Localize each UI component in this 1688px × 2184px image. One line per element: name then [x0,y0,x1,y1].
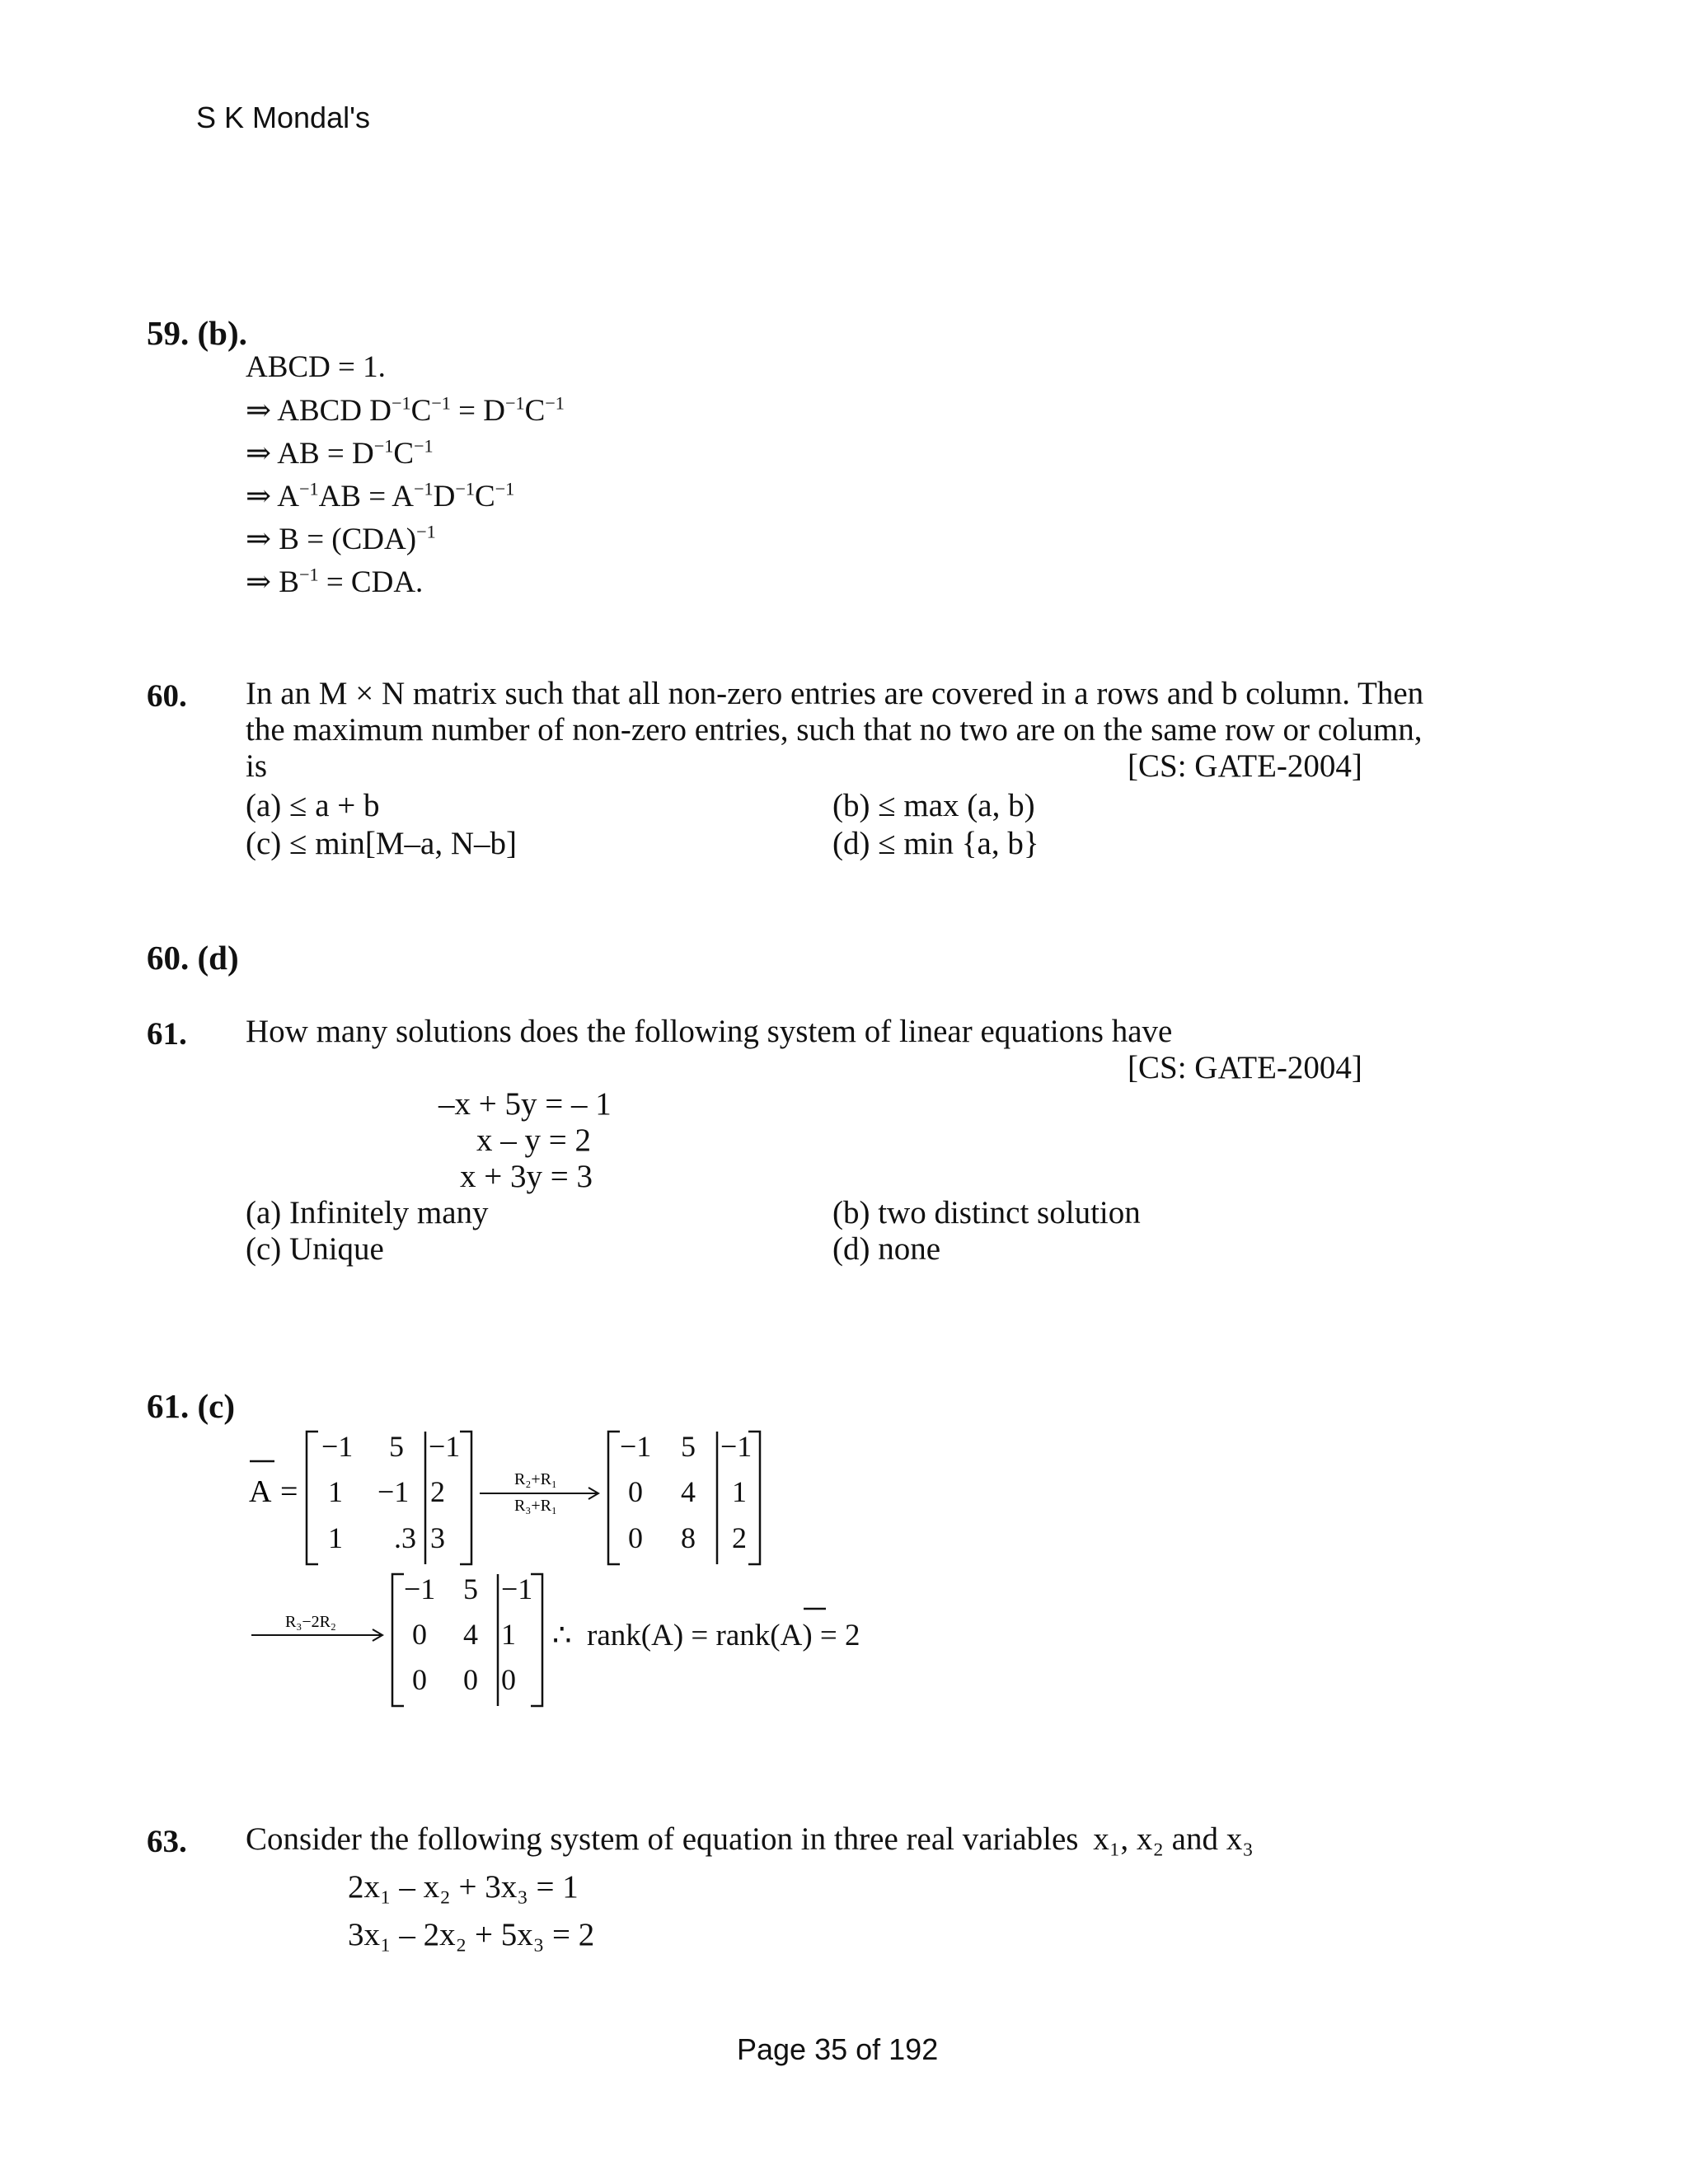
q60-line-2: the maximum number of non-zero entries, such that no two are on the same row or column, [246,712,1423,748]
m3-cell: 0 [501,1663,516,1696]
inverse-exponent: −1 [392,392,411,414]
inverse-exponent: −1 [373,435,394,457]
matrix-after-step-1-entries [620,1430,752,1554]
augmented-matrix-symbol: A [249,1474,272,1509]
running-header: S K Mondal's [196,101,370,134]
step-text: B = (CDA) [279,523,417,556]
q61-option-b: (b) two distinct solution [832,1195,1141,1230]
step-text: AB = D [277,437,374,471]
implies-symbol: ⇒ [246,480,278,513]
q61-source: [CS: GATE-2004] [1128,1050,1362,1085]
matrix-echelon-entries [404,1572,532,1696]
step-text: AB = A [318,480,415,513]
m1-cell: −1 [377,1475,410,1508]
implies-symbol: ⇒ [246,394,278,428]
rank-conclusion: ∴ rank(A) = rank(A) = 2 [552,1619,860,1652]
q60-line-1: In an M × N matrix such that all non-zero entries are covered in a rows and b column. Then [246,676,1424,711]
m1-cell: 1 [328,1521,343,1554]
m3-cell: 4 [463,1618,478,1651]
m2-cell: 4 [681,1475,696,1508]
step-text: A [277,480,299,513]
q61-option-d: (d) none [832,1231,941,1267]
m1-cell: −1 [321,1430,354,1463]
m2-cell: 1 [732,1475,747,1508]
implies-symbol: ⇒ [246,565,279,599]
m3-cell: −1 [404,1572,436,1605]
step-text: C [393,437,415,471]
inverse-exponent: −1 [414,478,434,499]
q61-option-a: (a) Infinitely many [246,1195,489,1230]
q61-equation-1: –x + 5y = – 1 [438,1086,612,1122]
step-text: C [524,394,546,428]
step-text: = D [450,394,505,428]
implies-symbol: ⇒ [246,437,278,471]
step-text: ABCD D [277,394,392,428]
implies-symbol: ⇒ [246,523,279,556]
inverse-exponent: −1 [505,392,525,414]
matrix-augmented-entries [321,1430,460,1554]
inverse-exponent: −1 [414,435,434,457]
inverse-exponent: −1 [298,564,319,585]
page-number: Page 35 of 192 [737,2032,939,2066]
m3-cell: 0 [412,1663,427,1696]
equals-sign: = [280,1474,298,1509]
q60-source: [CS: GATE-2004] [1128,748,1362,784]
q60-line-3: is [246,748,268,784]
q60-option-c: (c) ≤ min[M–a, N–b] [246,826,517,861]
q63-question [246,1821,1254,1858]
inverse-exponent: −1 [416,521,436,542]
step-text: = CDA. [318,565,424,599]
q61-equation-3: x + 3y = 3 [460,1159,593,1194]
row-op-2: R₃−2R₂ [285,1613,336,1631]
step-text: C [410,394,432,428]
m3-cell: −1 [501,1572,533,1605]
q63-equation-2: 3x₁ – 2x₂ + 5x₃ = 2 [348,1917,595,1952]
m3-cell: 1 [501,1618,516,1651]
q60-option-d: (d) ≤ min {a, b} [832,826,1039,861]
q63-number: 63. [147,1824,187,1859]
inverse-exponent: −1 [495,478,515,499]
m1-cell: −1 [429,1430,461,1463]
q60-number: 60. [147,678,187,714]
step-text: ABCD = 1. [246,350,386,384]
m2-cell: 0 [628,1475,643,1508]
m1-cell: 1 [328,1475,343,1508]
q61-equation-2: x – y = 2 [476,1122,591,1158]
q61-question: How many solutions does the following system of linear equations have [246,1014,1173,1049]
inverse-exponent: −1 [545,392,565,414]
inverse-exponent: −1 [431,392,451,414]
q60-option-b: (b) ≤ max (a, b) [832,788,1035,823]
m3-cell: 0 [463,1663,478,1696]
row-op-1-bottom: R₃+R₁ [514,1497,557,1515]
q60-option-a: (a) ≤ a + b [246,788,380,823]
m2-cell: −1 [620,1430,652,1463]
abar-in-conclusion: A [780,1619,803,1652]
q63-question-text: Consider the following system of equation in three real variables [246,1821,1079,1857]
q63-variables: x₁, x₂ and x₃ [1093,1821,1254,1857]
m1-cell: .3 [394,1521,416,1554]
m1-cell: 3 [430,1521,445,1554]
m2-cell: 8 [681,1521,696,1554]
m1-cell: 2 [430,1475,445,1508]
inverse-exponent: −1 [298,478,319,499]
step-text: B [279,565,299,599]
m3-cell: 0 [412,1618,427,1651]
m2-cell: 2 [732,1521,747,1554]
q61-answer-label: 61. (c) [147,1387,236,1425]
m2-cell: 0 [628,1521,643,1554]
m1-cell: 5 [389,1430,404,1463]
step-text: C [474,480,495,513]
row-op-1-top: R₂+R₁ [514,1470,557,1488]
m2-cell: −1 [720,1430,753,1463]
m3-cell: 5 [463,1572,478,1605]
q61-option-c: (c) Unique [246,1231,384,1267]
q63-equation-1: 2x₁ – x₂ + 3x₃ = 1 [348,1869,579,1905]
step-text: D [433,480,456,513]
inverse-exponent: −1 [455,478,475,499]
m2-cell: 5 [681,1430,696,1463]
q59-answer-label: 59. (b). [147,314,247,352]
q60-answer-label: 60. (d) [147,939,239,977]
q61-number: 61. [147,1016,187,1052]
